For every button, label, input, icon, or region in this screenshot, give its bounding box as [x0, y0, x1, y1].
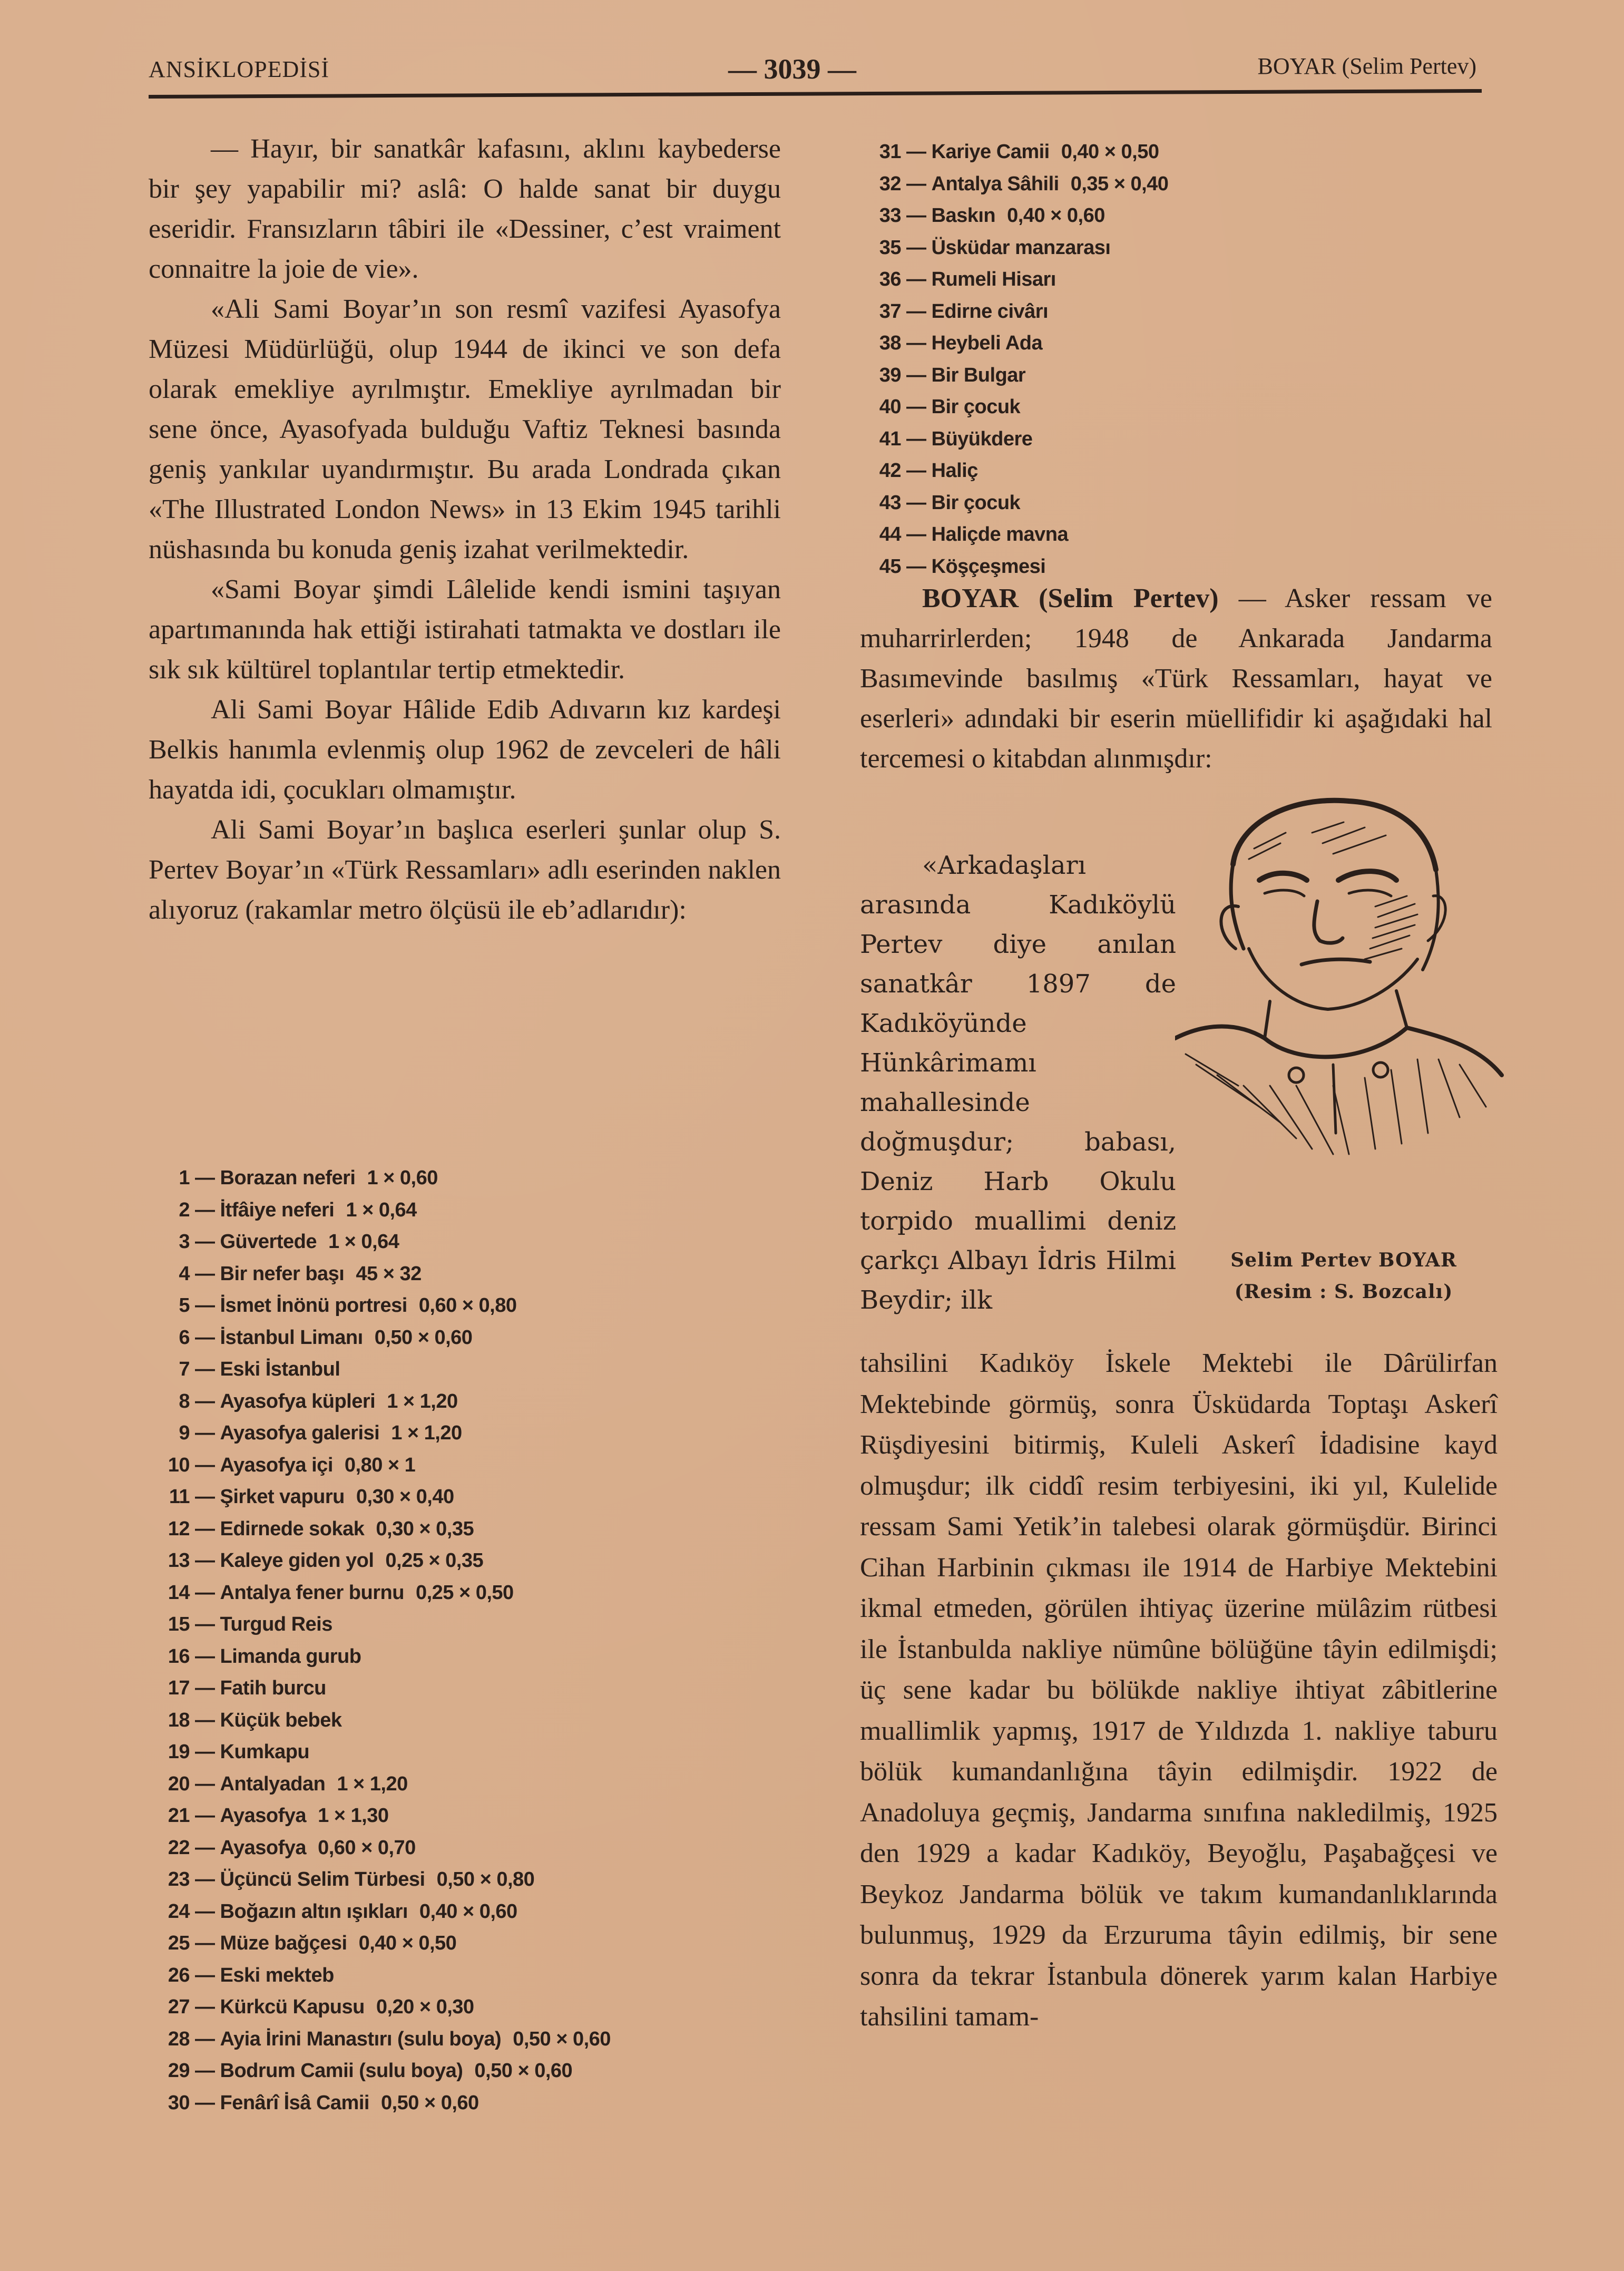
- work-title: Baskın: [931, 204, 996, 227]
- work-list-item: [153, 1386, 611, 1418]
- dash-separator: —: [906, 523, 926, 545]
- dash-separator: —: [906, 268, 926, 290]
- work-number: 24: [168, 1900, 190, 1923]
- dash-separator: —: [195, 1996, 215, 2018]
- work-number: 44: [879, 523, 901, 545]
- portrait-figure: [1175, 791, 1512, 1312]
- work-title: Kumkapu: [220, 1741, 310, 1763]
- work-number: 43: [879, 491, 901, 514]
- dash-separator: —: [195, 1805, 215, 1827]
- work-title: Rumeli Hisarı: [931, 268, 1056, 290]
- dash-separator: —: [195, 1709, 215, 1731]
- work-list-item: [869, 232, 1168, 264]
- work-title: Limanda gurub: [220, 1645, 361, 1668]
- work-title: İsmet İnönü portresi: [220, 1294, 407, 1317]
- work-number: 12: [168, 1517, 190, 1540]
- biography-wide-text: [860, 1343, 1498, 2038]
- work-dimensions: 1 × 1,20: [387, 1390, 458, 1412]
- work-list-item: [153, 1960, 611, 1992]
- work-list-item: [153, 1449, 611, 1481]
- entry-intro-text: — Asker ressam ve muharrirlerden; 1948 de Ankarada Jandarma Basımevinde basılmış «Türk Ressamları, hayat ve eserleri» adındaki bir eserin müellifidir ki aşağıdaki hal tercemesi o kitabdan alınmışdır:: [860, 583, 1493, 774]
- running-header: [149, 53, 1476, 95]
- dash-separator: —: [195, 1581, 215, 1604]
- work-number: 22: [168, 1836, 190, 1859]
- work-dimensions: 0,50 × 0,60: [474, 2060, 573, 2082]
- dash-separator: —: [195, 1486, 215, 1508]
- work-list-item: [153, 1927, 611, 1960]
- work-number: 4: [179, 1262, 190, 1285]
- dash-separator: —: [906, 396, 926, 418]
- work-title: Büyükdere: [931, 427, 1033, 450]
- work-number: 14: [168, 1581, 190, 1604]
- work-title: Ayasofya galerisi: [220, 1422, 380, 1444]
- work-list-item: [153, 1896, 611, 1928]
- dash-separator: —: [906, 555, 926, 578]
- work-dimensions: 0,40 × 0,60: [419, 1900, 517, 1923]
- work-title: Üsküdar manzarası: [931, 236, 1111, 259]
- work-list-item: [869, 423, 1168, 455]
- work-title: Eski mekteb: [220, 1964, 334, 1986]
- work-list-item: [869, 487, 1168, 519]
- paragraph: Ali Sami Boyar Hâlide Edib Adıvarın kız kardeşi Belkis hanımla evlenmiş olup 1962 de zevceleri de hâli hayatda idi, çocukları olmamıştır.: [149, 695, 781, 805]
- work-title: Ayasofya: [220, 1805, 307, 1827]
- dash-separator: —: [195, 1167, 215, 1189]
- works-list-left: [153, 1162, 611, 2119]
- dash-separator: —: [195, 1326, 215, 1349]
- work-dimensions: 0,25 × 0,50: [415, 1581, 514, 1604]
- work-dimensions: 0,40 × 0,50: [358, 1932, 457, 1954]
- work-number: 23: [168, 1868, 190, 1890]
- dash-separator: —: [195, 1294, 215, 1317]
- work-number: 15: [168, 1613, 190, 1635]
- work-dimensions: 45 × 32: [356, 1262, 422, 1285]
- dash-separator: —: [195, 1517, 215, 1540]
- work-list-item: [153, 1672, 611, 1704]
- work-list-item: [869, 136, 1168, 168]
- work-list-item: [153, 1194, 611, 1226]
- work-title: Turgud Reis: [220, 1613, 332, 1635]
- work-number: 9: [179, 1422, 190, 1444]
- works-list-right: [869, 136, 1168, 582]
- dash-separator: —: [906, 300, 926, 323]
- dash-separator: —: [195, 1231, 215, 1253]
- work-title: Bodrum Camii (sulu boya): [220, 2060, 463, 2082]
- work-title: Bir çocuk: [931, 396, 1021, 418]
- work-title: Haliçde mavna: [931, 523, 1069, 545]
- dash-separator: —: [906, 364, 926, 386]
- work-number: 41: [879, 427, 901, 450]
- work-list-item: [869, 168, 1168, 200]
- work-dimensions: 0,30 × 0,35: [376, 1517, 474, 1540]
- entry-paragraph: [860, 579, 1492, 779]
- work-title: Köşçeşmesi: [931, 555, 1046, 578]
- work-list-item: [153, 1641, 611, 1673]
- page-number: — 3039 —: [728, 53, 856, 85]
- work-list-item: [869, 200, 1168, 232]
- work-title: Ayasofya: [220, 1836, 307, 1859]
- dash-separator: —: [195, 2091, 215, 2114]
- work-title: Ayia İrini Manastırı (sulu boya): [220, 2028, 502, 2050]
- work-dimensions: 0,50 × 0,80: [436, 1868, 535, 1890]
- work-title: Haliç: [931, 460, 978, 482]
- work-dimensions: 0,20 × 0,30: [376, 1996, 474, 2018]
- paragraph: «Ali Sami Boyar’ın son resmî vazifesi Ayasofya Müzesi Müdürlüğü, olup 1944 de ikinci ve son defa olarak emekliye ayrılmıştır. Emekliye ayrılmadan bir sene önce, Ayasofyada bulduğu Vaftiz Teknesi basında geniş yankılar uyandırmıştır. Bu arada Londrada çıkan «The Illustrated London News» in 13 Ekim 1945 tarihli nüshasında bu konuda geniş izahat verilmektedir.: [149, 294, 781, 564]
- dash-separator: —: [195, 1868, 215, 1890]
- dash-separator: —: [906, 332, 926, 354]
- work-dimensions: 1 × 0,64: [328, 1231, 399, 1253]
- work-dimensions: 1 × 0,64: [346, 1198, 417, 1221]
- dash-separator: —: [906, 236, 926, 259]
- work-title: İstanbul Limanı: [220, 1326, 363, 1349]
- work-list-item: [869, 359, 1168, 392]
- left-column-text: [149, 129, 781, 930]
- work-dimensions: 0,30 × 0,40: [356, 1486, 454, 1508]
- work-title: Ayasofya küpleri: [220, 1390, 376, 1412]
- biography-narrow-text: [860, 846, 1176, 1320]
- work-number: 20: [168, 1772, 190, 1795]
- work-list-item: [153, 1481, 611, 1513]
- work-list-item: [153, 1290, 611, 1322]
- work-number: 42: [879, 460, 901, 482]
- work-number: 19: [168, 1741, 190, 1763]
- work-number: 36: [879, 268, 901, 290]
- work-title: Fenârî İsâ Camii: [220, 2091, 369, 2114]
- work-number: 26: [168, 1964, 190, 1986]
- work-dimensions: 0,35 × 0,40: [1070, 172, 1169, 195]
- work-number: 7: [179, 1358, 190, 1380]
- dash-separator: —: [195, 1422, 215, 1444]
- work-number: 45: [879, 555, 901, 578]
- work-title: Üçüncü Selim Türbesi: [220, 1868, 425, 1890]
- work-title: Borazan neferi: [220, 1167, 356, 1189]
- work-dimensions: 0,60 × 0,80: [418, 1294, 517, 1317]
- header-entry-title: BOYAR (Selim Pertev): [1257, 53, 1476, 79]
- work-list-item: [153, 1353, 611, 1386]
- work-title: Ayasofya içi: [220, 1454, 333, 1476]
- dash-separator: —: [195, 1645, 215, 1668]
- work-list-item: [869, 519, 1168, 551]
- work-title: Bir Bulgar: [931, 364, 1026, 386]
- dash-separator: —: [195, 1677, 215, 1699]
- entry-headword: BOYAR (Selim Pertev): [922, 583, 1219, 613]
- work-list-item: [153, 1864, 611, 1896]
- work-title: Müze bağçesi: [220, 1932, 347, 1954]
- work-dimensions: 1 × 0,60: [367, 1167, 438, 1189]
- work-title: Edirnede sokak: [220, 1517, 365, 1540]
- work-number: 28: [168, 2028, 190, 2050]
- dash-separator: —: [195, 1262, 215, 1285]
- work-number: 5: [179, 1294, 190, 1317]
- paragraph: Ali Sami Boyar’ın başlıca eserleri şunlar olup S. Pertev Boyar’ın «Türk Ressamları» adlı eserinden naklen alıyoruz (rakamlar metro ölçüsü ile eb’adlarıdır):: [149, 815, 781, 925]
- work-title: Kariye Camii: [931, 141, 1050, 163]
- dash-separator: —: [906, 141, 926, 163]
- portrait-caption-name: Selim Pertev BOYAR: [1230, 1249, 1457, 1271]
- work-number: 31: [879, 141, 901, 163]
- work-list-item: [153, 1800, 611, 1832]
- dash-separator: —: [906, 204, 926, 227]
- dash-separator: —: [195, 1900, 215, 1923]
- work-number: 35: [879, 236, 901, 259]
- work-number: 38: [879, 332, 901, 354]
- work-number: 25: [168, 1932, 190, 1954]
- work-number: 27: [168, 1996, 190, 2018]
- work-list-item: [869, 296, 1168, 328]
- work-list-item: [153, 1991, 611, 2023]
- work-list-item: [153, 1832, 611, 1864]
- work-number: 37: [879, 300, 901, 323]
- work-number: 32: [879, 172, 901, 195]
- work-dimensions: 0,40 × 0,60: [1007, 204, 1105, 227]
- work-list-item: [153, 1322, 611, 1354]
- work-number: 1: [179, 1167, 190, 1189]
- work-list-item: [869, 455, 1168, 487]
- work-title: Kaleye giden yol: [220, 1549, 374, 1572]
- dash-separator: —: [195, 1358, 215, 1380]
- dash-separator: —: [195, 1198, 215, 1221]
- work-title: Heybeli Ada: [931, 332, 1043, 354]
- work-dimensions: 1 × 1,20: [391, 1422, 462, 1444]
- work-list-item: [153, 2023, 611, 2055]
- paragraph: — Hayır, bir sanatkâr kafasını, aklını kaybederse bir şey yapabilir mi? aslâ: O halde sanat bir duygu eseridir. Fransızların tâbiri ile «Dessiner, c’est vraiment connaitre la joie de vie».: [149, 134, 781, 284]
- paragraph: «Arkadaşları arasında Kadıköylü Pertev diye anılan sanatkâr 1897 de Kadıköyünde Hünkârimamı mahallesinde doğmuşdur; babası, Deniz Harb Okulu torpido muallimi deniz çarkçı Albayı İdris Hilmi Beydir; ilk: [860, 851, 1176, 1315]
- work-dimensions: 0,80 × 1: [344, 1454, 416, 1476]
- dash-separator: —: [195, 1836, 215, 1859]
- work-title: Boğazın altın ışıkları: [220, 1900, 408, 1923]
- work-title: Eski İstanbul: [220, 1358, 340, 1380]
- work-list-item: [153, 1768, 611, 1800]
- work-title: İtfâiye neferi: [220, 1198, 335, 1221]
- entry-intro: [860, 579, 1492, 779]
- work-number: 29: [168, 2060, 190, 2082]
- dash-separator: —: [195, 1454, 215, 1476]
- work-list-item: [153, 1577, 611, 1609]
- header-encyclopedia-title: ANSİKLOPEDİSİ: [149, 56, 329, 82]
- work-title: Küçük bebek: [220, 1709, 342, 1731]
- work-number: 10: [168, 1454, 190, 1476]
- work-list-item: [153, 1704, 611, 1737]
- work-dimensions: 0,50 × 0,60: [380, 2091, 479, 2114]
- work-number: 2: [179, 1198, 190, 1221]
- work-title: Fatih burcu: [220, 1677, 326, 1699]
- work-dimensions: 0,60 × 0,70: [318, 1836, 416, 1859]
- work-title: Edirne civârı: [931, 300, 1049, 323]
- work-number: 21: [168, 1805, 190, 1827]
- work-list-item: [153, 1545, 611, 1577]
- work-list-item: [869, 551, 1168, 583]
- work-title: Şirket vapuru: [220, 1486, 345, 1508]
- dash-separator: —: [195, 1964, 215, 1986]
- work-title: Bir çocuk: [931, 491, 1021, 514]
- work-number: 8: [179, 1390, 190, 1412]
- work-list-item: [153, 1736, 611, 1768]
- work-number: 3: [179, 1231, 190, 1253]
- work-title: Kürkcü Kapusu: [220, 1996, 365, 2018]
- work-number: 40: [879, 396, 901, 418]
- work-dimensions: 1 × 1,20: [337, 1772, 408, 1795]
- work-title: Antalya fener burnu: [220, 1581, 404, 1604]
- work-number: 16: [168, 1645, 190, 1668]
- work-list-item: [153, 1609, 611, 1641]
- dash-separator: —: [195, 2028, 215, 2050]
- dash-separator: —: [195, 1741, 215, 1763]
- work-title: Güvertede: [220, 1231, 317, 1253]
- work-dimensions: 1 × 1,30: [318, 1805, 389, 1827]
- work-list-item: [153, 1226, 611, 1258]
- work-list-item: [153, 1513, 611, 1545]
- work-list-item: [153, 2055, 611, 2087]
- work-number: 11: [169, 1486, 190, 1508]
- dash-separator: —: [195, 1549, 215, 1572]
- dash-separator: —: [906, 491, 926, 514]
- work-list-item: [869, 327, 1168, 359]
- dash-separator: —: [195, 2060, 215, 2082]
- work-title: Antalya Sâhili: [931, 172, 1059, 195]
- paragraph: «Sami Boyar şimdi Lâlelide kendi ismini taşıyan apartımanında hak ettiği istirahati tatmakta ve dostları ile sık sık kültürel toplantılar tertip etmektedir.: [149, 574, 781, 685]
- work-list-item: [153, 1162, 611, 1194]
- work-dimensions: 0,25 × 0,35: [385, 1549, 484, 1572]
- dash-separator: —: [195, 1390, 215, 1412]
- portrait-sketch-image: [1175, 791, 1512, 1239]
- dash-separator: —: [906, 172, 926, 195]
- portrait-caption-credit: (Resim : S. Bozcalı): [1234, 1281, 1453, 1303]
- work-dimensions: 0,40 × 0,50: [1061, 141, 1159, 163]
- work-dimensions: 0,50 × 0,60: [513, 2028, 611, 2050]
- work-list-item: [153, 1258, 611, 1290]
- work-list-item: [153, 1417, 611, 1449]
- work-list-item: [869, 264, 1168, 296]
- dash-separator: —: [195, 1772, 215, 1795]
- work-number: 39: [879, 364, 901, 386]
- work-title: Bir nefer başı: [220, 1262, 345, 1285]
- work-number: 13: [168, 1549, 190, 1572]
- work-number: 6: [179, 1326, 190, 1349]
- dash-separator: —: [906, 427, 926, 450]
- work-number: 18: [168, 1709, 190, 1731]
- work-dimensions: 0,50 × 0,60: [374, 1326, 473, 1349]
- work-title: Antalyadan: [220, 1772, 326, 1795]
- dash-separator: —: [195, 1613, 215, 1635]
- work-number: 17: [168, 1677, 190, 1699]
- work-list-item: [153, 2087, 611, 2119]
- work-number: 30: [168, 2091, 190, 2114]
- dash-separator: —: [906, 460, 926, 482]
- work-number: 33: [879, 204, 901, 227]
- paragraph: tahsilini Kadıköy İskele Mektebi ile Dârülirfan Mektebinde görmüş, sonra Üsküdarda Toptaşı Askerî Rüşdiyesini bitirmiş, Kuleli Askerî İdadisine kayd olmuşdur; ilk ciddî resim terbiyesini, iki yıl, Kulelide ressam Sami Yetik’in talebesi olarak görmüşdür. Birinci Cihan Harbinin çıkması ile 1914 de Harbiye Mektebini ikmal etmeden, görülen ihtiyaç üzerine mülâzim rütbesi ile İstanbulda nakliye nümûne bölüğüne tâyin edilmişdi; üç sene kadar bu bölükde nakliye ihtiyat zâbitlerine muallimlik yapmış, 1917 de Yıldızda 1. nakliye taburu bölük kumandanlığına tâyin edilmişdir. 1922 de Anadoluya geçmiş, Jandarma sınıfına nakledilmiş, 1925 den 1929 a kadar Kadıköy, Beyoğlu, Paşabağçesi ve Beykoz Jandarma bölük ve takım kumandanlıklarında bulunmuş, 1929 da Erzuruma tâyin edilmiş, bir sene sonra da tekrar İstanbula dönerek yarım kalan Harbiye tahsilini tamam-: [860, 1348, 1498, 2032]
- dash-separator: —: [195, 1932, 215, 1954]
- work-list-item: [869, 391, 1168, 423]
